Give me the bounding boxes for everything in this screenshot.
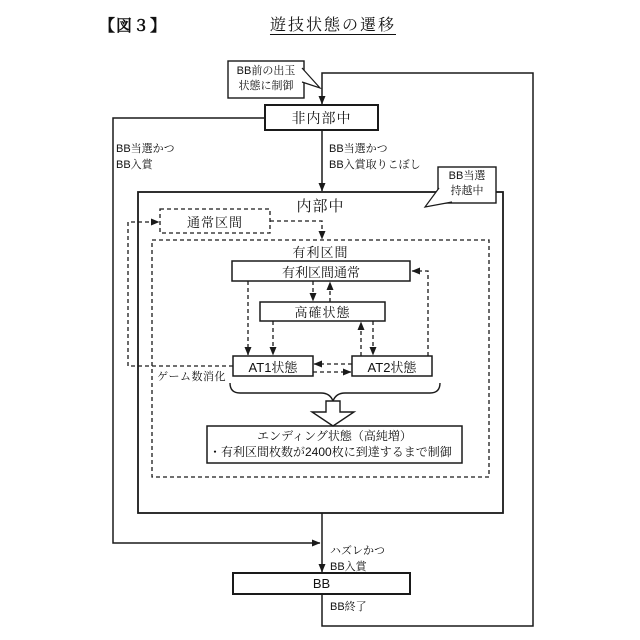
state-ending-label (209, 428, 460, 460)
state-internal-label: 内部中 (296, 198, 345, 215)
connector-normal-to-advantage (270, 221, 322, 239)
transition-hazure-line2: BB入賞 (330, 561, 367, 573)
state-advantage-normal-label: 有利区間通常 (281, 264, 360, 280)
connector-bbwin-left-loop (113, 118, 320, 543)
state-ending-line1: エンディング状態（高純増） (257, 429, 412, 443)
state-bb-label: BB (312, 576, 331, 591)
transition-bb-end-label: BB終了 (330, 601, 367, 613)
block-arrow-down-icon (312, 401, 354, 426)
figure-number: 【図３】 (99, 18, 168, 35)
connector-at2-to-advnormal (412, 271, 428, 356)
state-ending-line2: ・有利区間枚数が2400枚に到達するまで制御 (209, 445, 452, 459)
callout-pre-bb-text (228, 64, 304, 94)
transition-hazure-line1: ハズレかつ (330, 545, 385, 557)
transition-bb-miss-line1: BB当選かつ (329, 143, 388, 155)
transition-bb-miss-line2: BB入賞取りこぼし (329, 159, 421, 171)
state-normal-section-label: 通常区間 (186, 214, 243, 230)
transition-bb-win-line2: BB入賞 (116, 159, 153, 171)
callout-carryover-line2: 持越中 (450, 185, 484, 197)
callout-pre-bb-line2: 状態に制御 (238, 80, 294, 92)
state-at1-label: AT1状態 (248, 359, 298, 375)
transition-game-consume-label: ゲーム数消化 (157, 371, 226, 383)
state-non-internal-label: 非内部中 (291, 109, 352, 126)
state-at2-label: AT2状態 (367, 359, 417, 375)
brace-group-at-states (230, 383, 440, 401)
state-high-prob-label: 高確状態 (294, 305, 351, 320)
callout-pre-bb-line1: BB前の出玉 (236, 65, 296, 77)
callout-carryover-line1: BB当選 (448, 170, 486, 182)
transition-bb-miss-label (329, 141, 421, 173)
figure-title: 遊技状態の遷移 (269, 17, 396, 34)
transition-bb-win-line1: BB当選かつ (116, 143, 175, 155)
transition-hazure-label (330, 543, 385, 575)
transition-bb-win-label (116, 141, 175, 173)
state-advantage-section-label: 有利区間 (292, 245, 349, 260)
